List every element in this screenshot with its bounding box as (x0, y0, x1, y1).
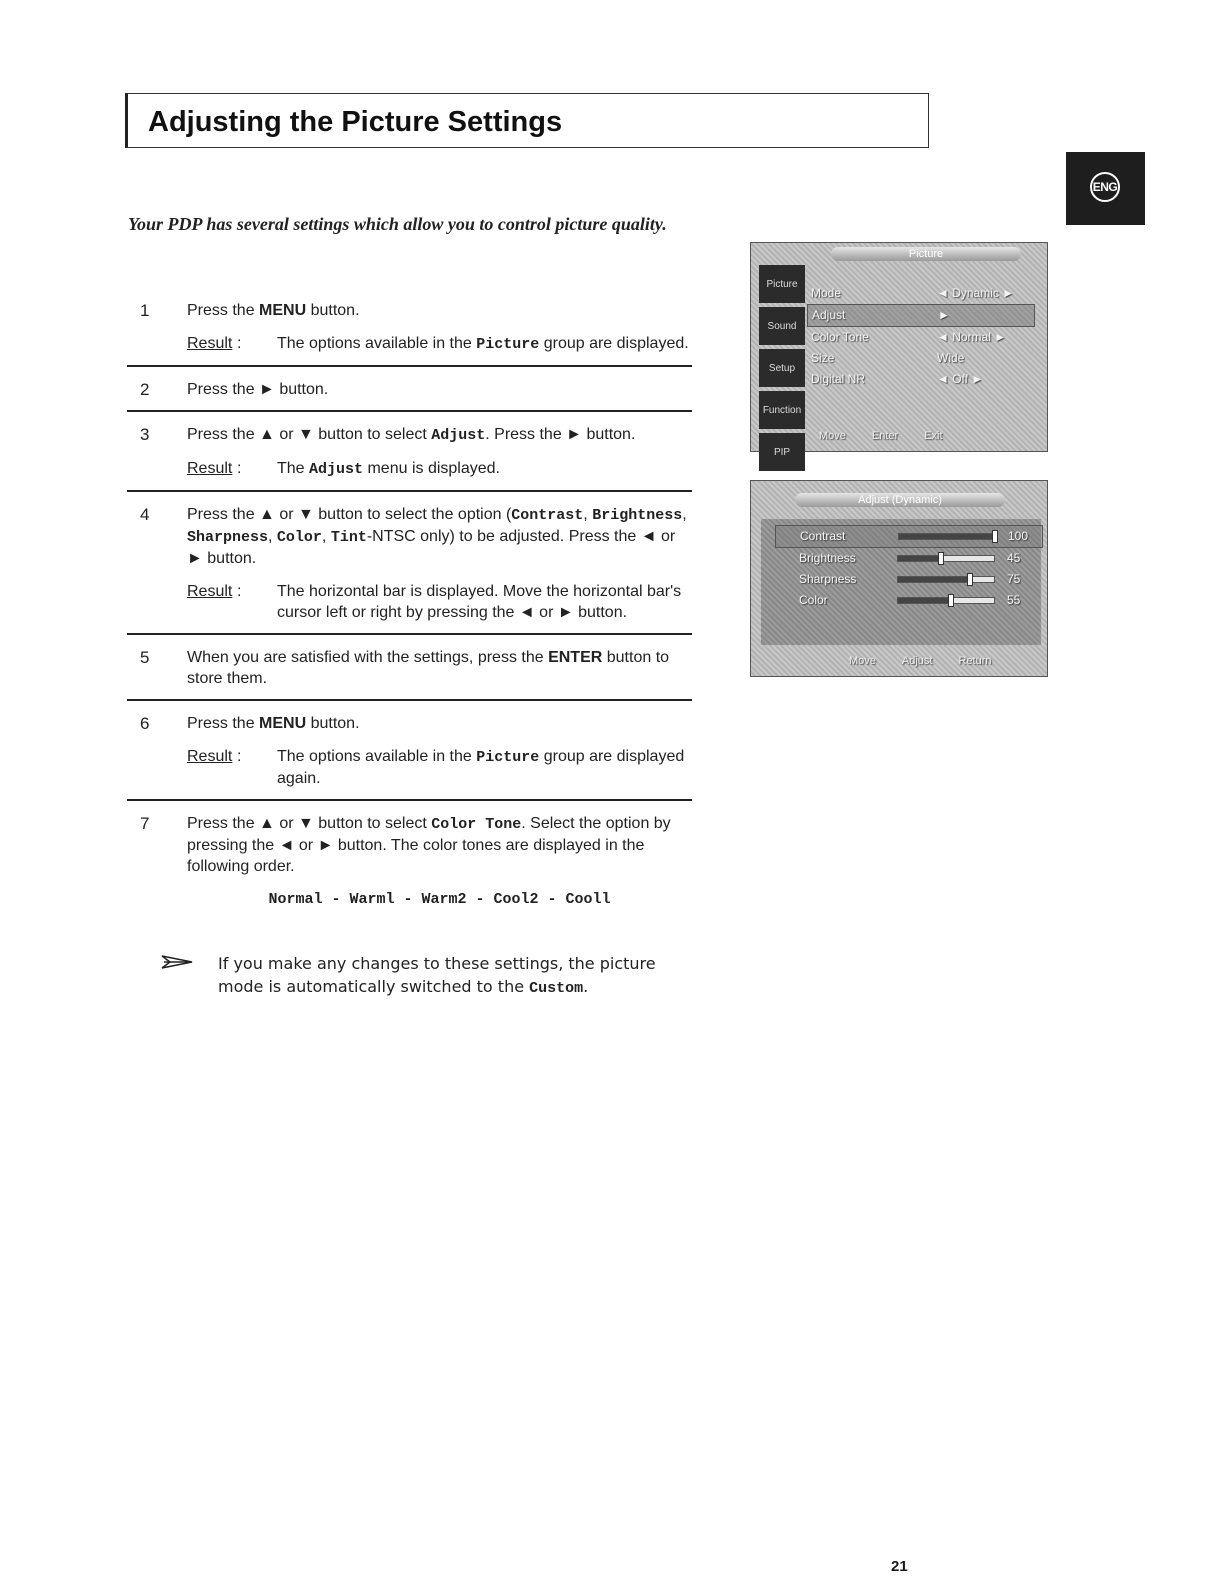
result-text: The options available in the (277, 748, 477, 765)
osd-footer-adjust: Adjust (901, 655, 933, 667)
osd-footer-move: Move (819, 430, 846, 442)
osd-title: Adjust (Dynamic) (795, 493, 1005, 507)
note-keyword: Custom (529, 980, 584, 997)
result-label: Result (187, 460, 233, 477)
step-6 (127, 713, 692, 799)
osd-footer-move: Move (849, 655, 876, 667)
adjust-bar (897, 555, 995, 562)
page-title: Adjusting the Picture Settings (148, 106, 563, 138)
result-text: menu is displayed. (363, 460, 500, 477)
step-text: -NTSC only) to be adjusted. Press the ◄ or ► button. (187, 528, 676, 567)
adjust-bar (897, 597, 995, 604)
step-text: When you are satisfied with the settings, press the (187, 649, 549, 666)
osd-title: Picture (831, 247, 1021, 261)
step-1 (127, 300, 692, 365)
adjust-row: Sharpness 75 (799, 572, 1021, 586)
step-2 (127, 379, 692, 410)
color-tone-order: Normal - Warml - Warm2 - Cool2 - Cooll (268, 891, 611, 908)
step-3 (127, 424, 692, 490)
result-keyword: Picture (476, 749, 540, 766)
osd-row-digital-nr: Digital NR ◄ Off ► (811, 372, 984, 386)
osd-adjust-list (775, 525, 1043, 611)
result-text: group are displayed. (539, 335, 689, 352)
result-label: Result (187, 583, 233, 600)
step-keyword: Brightness (592, 507, 683, 524)
step-keyword: Sharpness (187, 529, 269, 546)
osd-side-function: Function (759, 391, 805, 429)
page-number: 21 (891, 1558, 908, 1575)
step-number: 2 (140, 380, 150, 399)
step-keyword: Color Tone (431, 816, 522, 833)
step-4: 4 Press the ▲ or ▼ button to select the option (Contrast, Brightness, Sharpness, Color, Tint-NTSC only) to be adjusted. Press the ◄ or ► button. Result : The horizontal bar is displayed. Move the horizontal bar's cursor left or right by pressing the ◄ or ► button. (127, 504, 692, 633)
step-number: 6 (140, 714, 150, 733)
note-arrow-icon (160, 954, 194, 970)
step-result: Result : The horizontal bar is displayed. Move the horizontal bar's cursor left or right by pressing the ◄ or ► button. (187, 583, 682, 621)
step-number: 5 (140, 648, 150, 667)
osd-footer-enter: Enter (871, 430, 899, 442)
step-keyword: Color (276, 529, 322, 546)
step-number: 3 (140, 425, 150, 444)
step-number: 4 (140, 505, 150, 524)
osd-row-adjust: Adjust ► (807, 304, 1035, 327)
step-text: button. (306, 715, 360, 732)
step-keyword: MENU (259, 715, 307, 732)
result-text: The (277, 460, 310, 477)
osd-footer-exit: Exit (924, 430, 943, 442)
osd-footer (759, 652, 1039, 670)
step-text: . Select the option by pressing the ◄ or ► button. The color tones are displayed in the following order. (187, 815, 671, 875)
step-text: button. (306, 302, 360, 319)
osd-side-pip: PIP (759, 433, 805, 471)
step-text: . Press the ► button. (485, 426, 636, 443)
step-result: Result : The options available in the Picture group are displayed again. (187, 748, 685, 787)
step-text: button to store them. (187, 649, 670, 687)
step-text: Press the ▲ or ▼ button to select (187, 426, 432, 443)
step-text: Press the ▲ or ▼ button to select the option ( (187, 506, 512, 523)
result-text: The horizontal bar is displayed. Move the horizontal bar's cursor left or right by pressing the ◄ or ► button. (277, 583, 682, 621)
osd-side-setup: Setup (759, 349, 805, 387)
osd-footer-return: Return (958, 655, 992, 667)
language-tab (1066, 152, 1145, 225)
steps-list (127, 300, 692, 920)
adjust-row: Contrast 100 (775, 525, 1043, 548)
adjust-row: Brightness 45 (799, 551, 1021, 565)
step-number: 1 (140, 301, 150, 320)
title-box (125, 93, 929, 148)
osd-row-size: Size Wide (811, 351, 965, 365)
osd-side-sound: Sound (759, 307, 805, 345)
step-keyword: Tint (330, 529, 367, 546)
result-keyword: Adjust (309, 461, 364, 478)
adjust-bar (898, 533, 996, 540)
result-label: Result (187, 335, 233, 352)
osd-picture-menu (750, 242, 1048, 458)
osd-row-mode: Mode ◄ Dynamic ► (811, 286, 1015, 300)
step-text: Press the (187, 302, 260, 319)
step-result: Result : The options available in the Picture group are displayed. (187, 335, 689, 353)
note-text: If you make any changes to these settings, the picture mode is automatically switched to the (218, 954, 656, 996)
step-keyword: MENU (259, 302, 307, 319)
osd-side-picture: Picture (759, 265, 805, 303)
step-5 (127, 647, 692, 699)
step-keyword: Contrast (511, 507, 584, 524)
note (160, 952, 680, 1000)
adjust-row: Color 55 (799, 593, 1021, 607)
result-label: Result (187, 748, 233, 765)
result-text: The options available in the (277, 335, 477, 352)
step-7 (127, 813, 692, 920)
osd-menu-list (807, 283, 1035, 390)
step-text: Press the (187, 715, 260, 732)
adjust-bar (897, 576, 995, 583)
step-keyword: ENTER (548, 649, 603, 666)
step-text: Press the ► button. (187, 381, 329, 398)
osd-footer (759, 427, 1039, 445)
result-text: group are displayed again. (277, 748, 685, 787)
step-number: 7 (140, 814, 150, 833)
osd-adjust-menu (750, 480, 1048, 677)
note-text: . (583, 977, 589, 996)
intro-text: Your PDP has several settings which allow you to control picture quality. (128, 214, 667, 234)
osd-row-color-tone: Color Tone ◄ Normal ► (811, 330, 1007, 344)
step-keyword: Adjust (431, 427, 486, 444)
step-text: Press the ▲ or ▼ button to select (187, 815, 432, 832)
result-keyword: Picture (476, 336, 540, 353)
language-badge: ENG (1090, 172, 1120, 202)
step-result: Result : The Adjust menu is displayed. (187, 460, 500, 478)
